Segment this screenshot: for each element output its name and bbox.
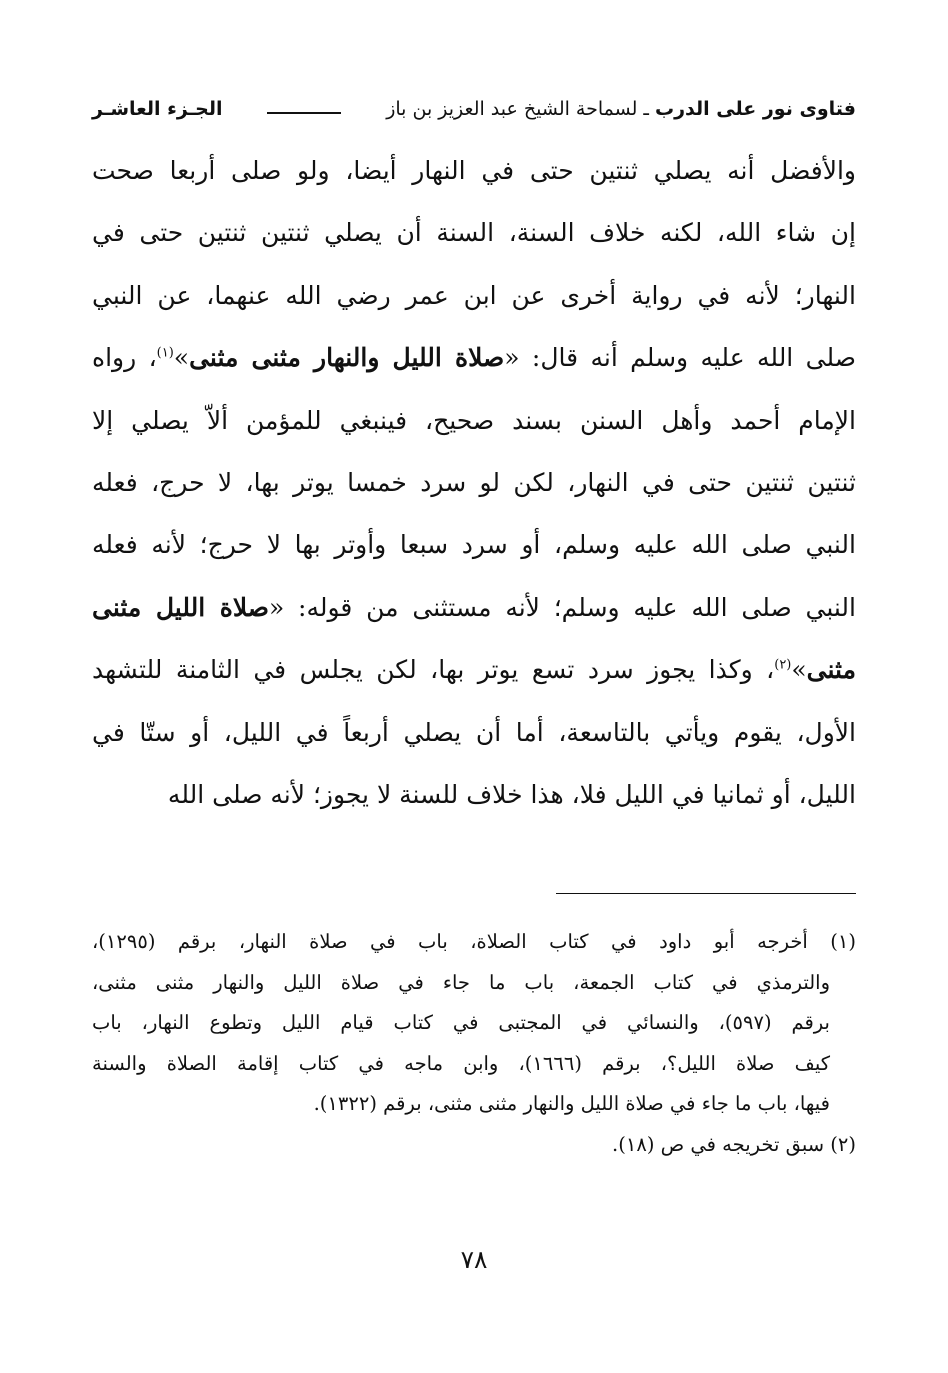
body-line: الأول، يقوم ويأتي بالتاسعة، أما أن يصلي أربعاً في الليل، أو ستّا في xyxy=(92,717,856,747)
body-text: صلى الله عليه وسلم أنه قال: « xyxy=(504,343,856,373)
hadith-quote: مثنى xyxy=(806,655,856,685)
footnote-line: والترمذي في كتاب الجمعة، باب ما جاء في صلاة الليل والنهار مثنى مثنى، xyxy=(92,970,830,994)
body-line: النبي صلى الله عليه وسلم، أو سرد سبعا وأوتر بها لا حرج؛ لأنه فعله xyxy=(92,530,856,560)
header-book-title: فتاوى نور على الدرب xyxy=(655,98,856,120)
footnote-divider xyxy=(556,893,856,894)
page-header xyxy=(92,86,856,120)
footnote-line: برقم (٥٩٧)، والنسائي في المجتبى في كتاب قيام الليل وتطوع النهار، باب xyxy=(92,1011,830,1034)
body-text: ، رواه xyxy=(92,343,157,373)
body-line: النهار؛ لأنه في رواية أخرى عن ابن عمر رضي الله عنهما، عن النبي xyxy=(92,280,856,310)
body-text: النبي صلى الله عليه وسلم؛ لأنه مستثنى من قوله: « xyxy=(268,592,856,622)
main-text xyxy=(92,140,856,826)
footnote-line: كيف صلاة الليل؟، برقم (١٦٦٦)، وابن ماجه في كتاب إقامة الصلاة والسنة xyxy=(92,1051,830,1075)
footnote-line: فيها، باب ما جاء في صلاة الليل والنهار مثنى مثنى، برقم (١٣٢٢). xyxy=(313,1092,830,1115)
hadith-quote: صلاة الليل مثنى xyxy=(92,592,269,622)
body-text: ، وكذا يجوز سرد تسع يوتر بها، لكن يجلس في الثامنة للتشهد xyxy=(92,655,775,685)
footnote-line: (١) أخرجه أبو داود في كتاب الصلاة، باب في صلاة النهار، برقم (١٢٩٥)، xyxy=(92,930,856,953)
body-line xyxy=(92,327,856,389)
header-separator-line xyxy=(267,112,341,114)
footnotes xyxy=(92,922,856,1165)
hadith-quote: صلاة الليل والنهار مثنى مثنى xyxy=(189,343,505,373)
footnote-ref-1[interactable]: (١) xyxy=(156,345,174,361)
body-line: الليل، أو ثمانيا في الليل فلا، هذا خلاف للسنة لا يجوز؛ لأنه صلى الله xyxy=(167,779,856,809)
body-line: ثنتين ثنتين حتى في النهار، لكن لو سرد خمسا يوتر بها، لا حرج، فعله xyxy=(92,467,856,497)
body-line: إن شاء الله، لكنه خلاف السنة، السنة أن يصلي ثنتين ثنتين حتى في xyxy=(92,218,856,248)
body-line xyxy=(92,577,856,639)
body-line: الإمام أحمد وأهل السنن بسند صحيح، فينبغي للمؤمن ألاّ يصلي إلا xyxy=(92,405,856,435)
quote-close: » xyxy=(791,655,807,685)
footnote-ref-2[interactable]: (٢) xyxy=(774,657,792,673)
header-title-group xyxy=(386,98,856,120)
quote-close: » xyxy=(173,343,190,373)
footnote-line: (٢) سبق تخريجه في ص (١٨). xyxy=(612,1132,856,1156)
header-part-label: الجـزء العاشـر xyxy=(92,98,223,120)
body-line: والأفضل أنه يصلي ثنتين حتى في النهار أيضا، ولو صلى أربعا صحت xyxy=(92,156,856,185)
body-line xyxy=(92,639,856,701)
page-number: ٧٨ xyxy=(460,1245,488,1274)
header-author: ـ لسماحة الشيخ عبد العزيز بن باز xyxy=(386,98,649,120)
